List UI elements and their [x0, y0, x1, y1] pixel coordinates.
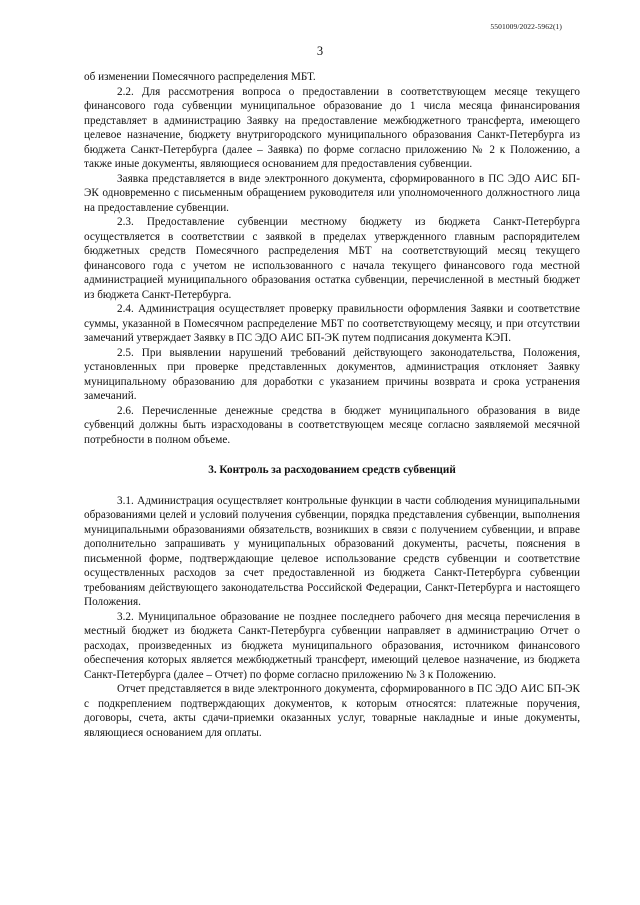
paragraph-2-2: 2.2. Для рассмотрения вопроса о предоставлении в соответствующем месяце текущего финансового года субвенции муниципальное образование до 1 числа месяца финансирования представляет в администрацию Заявку на предоставление межбюджетного трансферта, имеющего целевое назначение, бюджету внутригородского муниципального образования Санкт-Петербурга из бюджета Санкт-Петербурга (далее – Заявка) по форме согласно приложению № 2 к Положению, а также иные документы, являющиеся основанием для предоставления субвенции.: [84, 85, 580, 170]
document-number: 5501009/2022-5962(1): [490, 22, 562, 31]
paragraph-3-1: 3.1. Администрация осуществляет контрольные функции в части соблюдения муниципальными образованиями целей и условий получения субвенции, порядка представления субвенции, выполнения муниципальными образованиями обязательств, возникших в связи с получением субвенции, и вправе дополнительно запрашивать у муниципальных образований документы, расчеты, пояснения в письменной форме, подтверждающие целевое использование средств субвенции и соответствие осуществленных расходов за счет предоставленной из бюджета Санкт-Петербурга субвенции требованиям действующего законодательства Российской Федерации, Санкт-Петербурга и настоящего Положения.: [84, 494, 580, 608]
section-heading: 3. Контроль за расходованием средств субвенций: [208, 464, 456, 476]
paragraph: Заявка представляется в виде электронного документа, сформированного в ПС ЭДО АИС БП-ЭК одновременно с письменным обращением руководителя или уполномоченного должностного лица на предоставление субвенции.: [84, 172, 580, 214]
page-number: 3: [316, 44, 324, 58]
paragraph-2-3: 2.3. Предоставление субвенции местному бюджету из бюджета Санкт-Петербурга осуществляется в соответствии с заявкой в пределах утвержденного главным распорядителем бюджетных средств Помесячного распределения МБТ на соответствующий месяц текущего финансового года с учетом не использованного с начала текущего финансового года местной администрацией муниципального образования остатка субвенции, перечисленной в местный бюджет из бюджета Санкт-Петербурга.: [84, 216, 580, 301]
paragraph: об изменении Помесячного распределения МБТ.: [84, 71, 316, 83]
paragraph-3-2: 3.2. Муниципальное образование не позднее последнего рабочего дня месяца перечисления в местный бюджет из бюджета Санкт-Петербурга субвенции направляет в администрацию Отчет о расходах, произведенных из бюджета муниципального образования, источником финансового обеспечения которых является межбюджетный трансферт, имеющий целевое назначение, из бюджета Санкт-Петербурга (далее – Отчет) по форме согласно приложению № 3 к Положению.: [84, 610, 580, 681]
paragraph-2-4: 2.4. Администрация осуществляет проверку правильности оформления Заявки и соответствие суммы, указанной в Помесячном распределение МБТ по соответствующему месяцу, и при отсутствии замечаний утверждает Заявку в ПС ЭДО АИС БП-ЭК путем подписания документа КЭП.: [84, 303, 580, 344]
paragraph-2-6: 2.6. Перечисленные денежные средства в бюджет муниципального образования в виде субвенций должны быть израсходованы в соответствующем месяце согласно заявляемой месячной потребности в полном объеме.: [84, 404, 580, 446]
paragraph-2-5: 2.5. При выявлении нарушений требований действующего законодательства, Положения, установленных при проверке представленных документов, администрация отклоняет Заявку муниципальному образованию для доработки с указанием причины возврата и срока устранения замечаний.: [84, 346, 580, 402]
paragraph: Отчет представляется в виде электронного документа, сформированного в ПС ЭДО АИС БП-ЭК с подкреплением подтверждающих документов, к которым относятся: платежные поручения, договоры, счета, акты сдачи-приемки оказанных услуг, товарные накладные и иные документы, являющиеся основанием для оплаты.: [84, 683, 580, 739]
document-body: [84, 70, 580, 740]
